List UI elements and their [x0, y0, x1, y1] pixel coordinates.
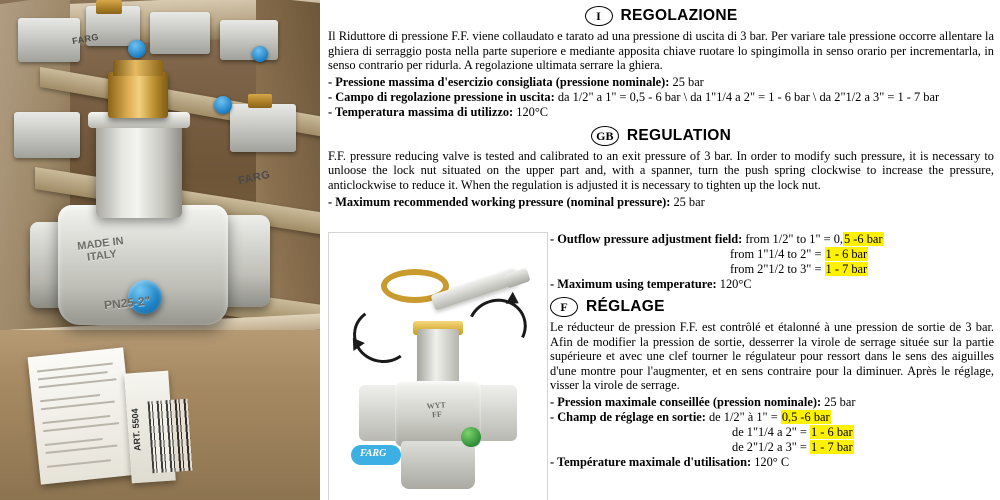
diagram-outlet-port: [475, 385, 517, 441]
valve-brass-adjuster: [108, 72, 168, 118]
bullet-highlight: 5 -6 bar: [844, 232, 883, 246]
section-bullets-english-cont: [550, 232, 994, 292]
valve-blue-cap: [128, 40, 146, 58]
bullet-item: [550, 277, 994, 292]
bullet-label: - Champ de réglage en sortie:: [550, 409, 706, 424]
bullet-highlight: 0,5 -6 bar: [781, 409, 830, 424]
background-valve: [230, 104, 296, 152]
diagram-valve-base: [401, 441, 475, 489]
bullet-value: 25 bar: [821, 394, 856, 409]
bullet-value: de 2"1/2 a 3" =: [732, 439, 811, 454]
background-valve: [220, 20, 278, 60]
bullet-value: 120°C: [513, 104, 549, 119]
section-header-french: [550, 297, 994, 317]
bullet-value: from 1/2" to 1" = 0,: [742, 232, 844, 246]
rotation-arrow-right-icon: [459, 290, 535, 363]
bullet-label: - Pressione massima d'esercizio consigliata (pressione nominale):: [328, 74, 670, 89]
background-valve: [18, 18, 80, 62]
bullet-label: - Temperatura massima di utilizzo:: [328, 104, 514, 119]
bullet-value: da 1/2" a 1" = 0,5 - 6 bar \ da 1"1/4 a 2" = 1 - 6 bar \ da 2"1/2 a 3" = 1 - 7 bar: [554, 89, 940, 104]
bullet-label: - Maximum recommended working pressure (nominal pressure):: [328, 194, 671, 209]
bullet-label: - Outflow pressure adjustment field:: [550, 232, 743, 246]
section-bullets-italian: [328, 75, 994, 120]
bullet-value: 120°C: [716, 277, 752, 291]
valve-brass-cap: [96, 0, 122, 14]
bullet-item: [550, 410, 994, 425]
bullet-item: [328, 195, 994, 210]
bullet-item: [550, 455, 994, 470]
valve-brass-adjuster-top: [113, 60, 163, 76]
diagram-brand-text: FARG: [360, 448, 387, 459]
bullet-value: 25 bar: [670, 194, 705, 209]
valve-blue-cap: [252, 46, 268, 62]
brand-text: FARG: [71, 31, 100, 47]
bullet-item: [328, 105, 994, 120]
bullet-item: [550, 395, 994, 410]
bullet-label: - Maximum using temperature:: [550, 277, 717, 291]
diagram-green-cap: [461, 427, 481, 447]
valve-rating-marking: PN25-2": [103, 293, 151, 313]
section-title-italian: REGOLAZIONE: [620, 7, 738, 24]
bullet-label: - Température maximale d'utilisation:: [550, 454, 752, 469]
diagram-valve-neck: [417, 329, 459, 387]
bullet-item: [550, 425, 994, 440]
background-valve: [14, 112, 80, 158]
bullet-highlight: 1 - 6 bar: [825, 247, 868, 261]
section-title-english: REGULATION: [626, 126, 732, 144]
flag-icon-italy: I: [585, 6, 613, 26]
bullet-value: from 1"1/4 to 2" =: [730, 247, 825, 261]
background-valve: [150, 12, 210, 54]
bullet-value: de 1/2" à 1" =: [705, 409, 781, 424]
bullet-highlight: 1 - 6 bar: [811, 424, 853, 439]
bullet-item: [550, 247, 994, 262]
barcode: [148, 399, 193, 474]
section-paragraph-french: Le réducteur de pression F.F. est contrôlé et étalonné à une pression de sortie de 3 bar. Afin de modifier la pression de sortie, desserrer la virole de serrage située sur la partie supérieure et avec une clef tourner le régulateur pour ressort dans le sens des aiguilles d'une montre pour l'augmenter, et en sens contraire pour la diminuer. Après le réglage, visser la virole de serrage.: [550, 320, 994, 393]
section-title-french: RÉGLAGE: [586, 298, 665, 315]
valve-made-in-text: MADE IN: [76, 235, 125, 253]
instruction-sheet: [28, 347, 137, 484]
section-header-english: [328, 126, 994, 146]
valve-brass-cap: [248, 94, 272, 108]
product-photo: [0, 0, 320, 500]
section-bullets-english: [328, 195, 994, 210]
bullet-value: 25 bar: [669, 74, 704, 89]
section-paragraph-italian: Il Riduttore di pressione F.F. viene collaudato e tarato ad una pressione di uscita di 3 bar. Per variare tale pressione occorre allentare la ghiera di serraggio posta nella parte superiore e mediante apposita chiave ruotare lo spingimolla in senso orario per incrementarla, in senso contrario per ridurla. A regolazione ultimata serrare la ghiera.: [328, 29, 994, 73]
flag-icon-france: F: [550, 297, 578, 317]
bullet-label: - Pression maximale conseillée (pression nominale):: [550, 394, 822, 409]
bullet-item: [550, 440, 994, 455]
valve-adjustment-diagram: [328, 232, 548, 500]
instruction-document: [320, 0, 1000, 500]
bullet-value: 120° C: [751, 454, 790, 469]
article-code-text: ART. 5504: [129, 408, 143, 452]
section-header-italian: [328, 6, 994, 26]
bullet-highlight: 1 - 7 bar: [825, 262, 868, 276]
diagram-valve-stamp: WYT FF: [426, 400, 447, 420]
bullet-highlight: 1 - 7 bar: [811, 439, 853, 454]
bullet-item: [328, 90, 994, 105]
bullet-value: de 1"1/4 a 2" =: [732, 424, 811, 439]
bullet-item: [550, 232, 994, 247]
bullet-item: [328, 75, 994, 90]
right-text-column: [550, 232, 994, 470]
section-paragraph-english: F.F. pressure reducing valve is tested and calibrated to an exit pressure of 3 bar. In order to modify such pressure, it is necessary to unloose the lock nut situated on the upper part and, with a spanner, turn the push spring clockwise to increase the pressure, anticlockwise to reduce it. When the regulation is adjusted it is necessary to tighten up the lock nut.: [328, 148, 994, 192]
bullet-item: [550, 262, 994, 277]
valve-neck: [96, 118, 182, 218]
bullet-label: - Campo di regolazione pressione in uscita:: [328, 89, 555, 104]
section-bullets-french: [550, 395, 994, 470]
valve-country-text: ITALY: [86, 248, 118, 264]
diagram-inlet-port: [359, 385, 399, 441]
flag-icon-uk: GB: [591, 126, 619, 146]
valve-blue-cap: [214, 96, 232, 114]
diagram-brand-badge: [351, 445, 401, 465]
brand-text: FARG: [237, 168, 272, 188]
bullet-value: from 2"1/2 to 3" =: [730, 262, 825, 276]
